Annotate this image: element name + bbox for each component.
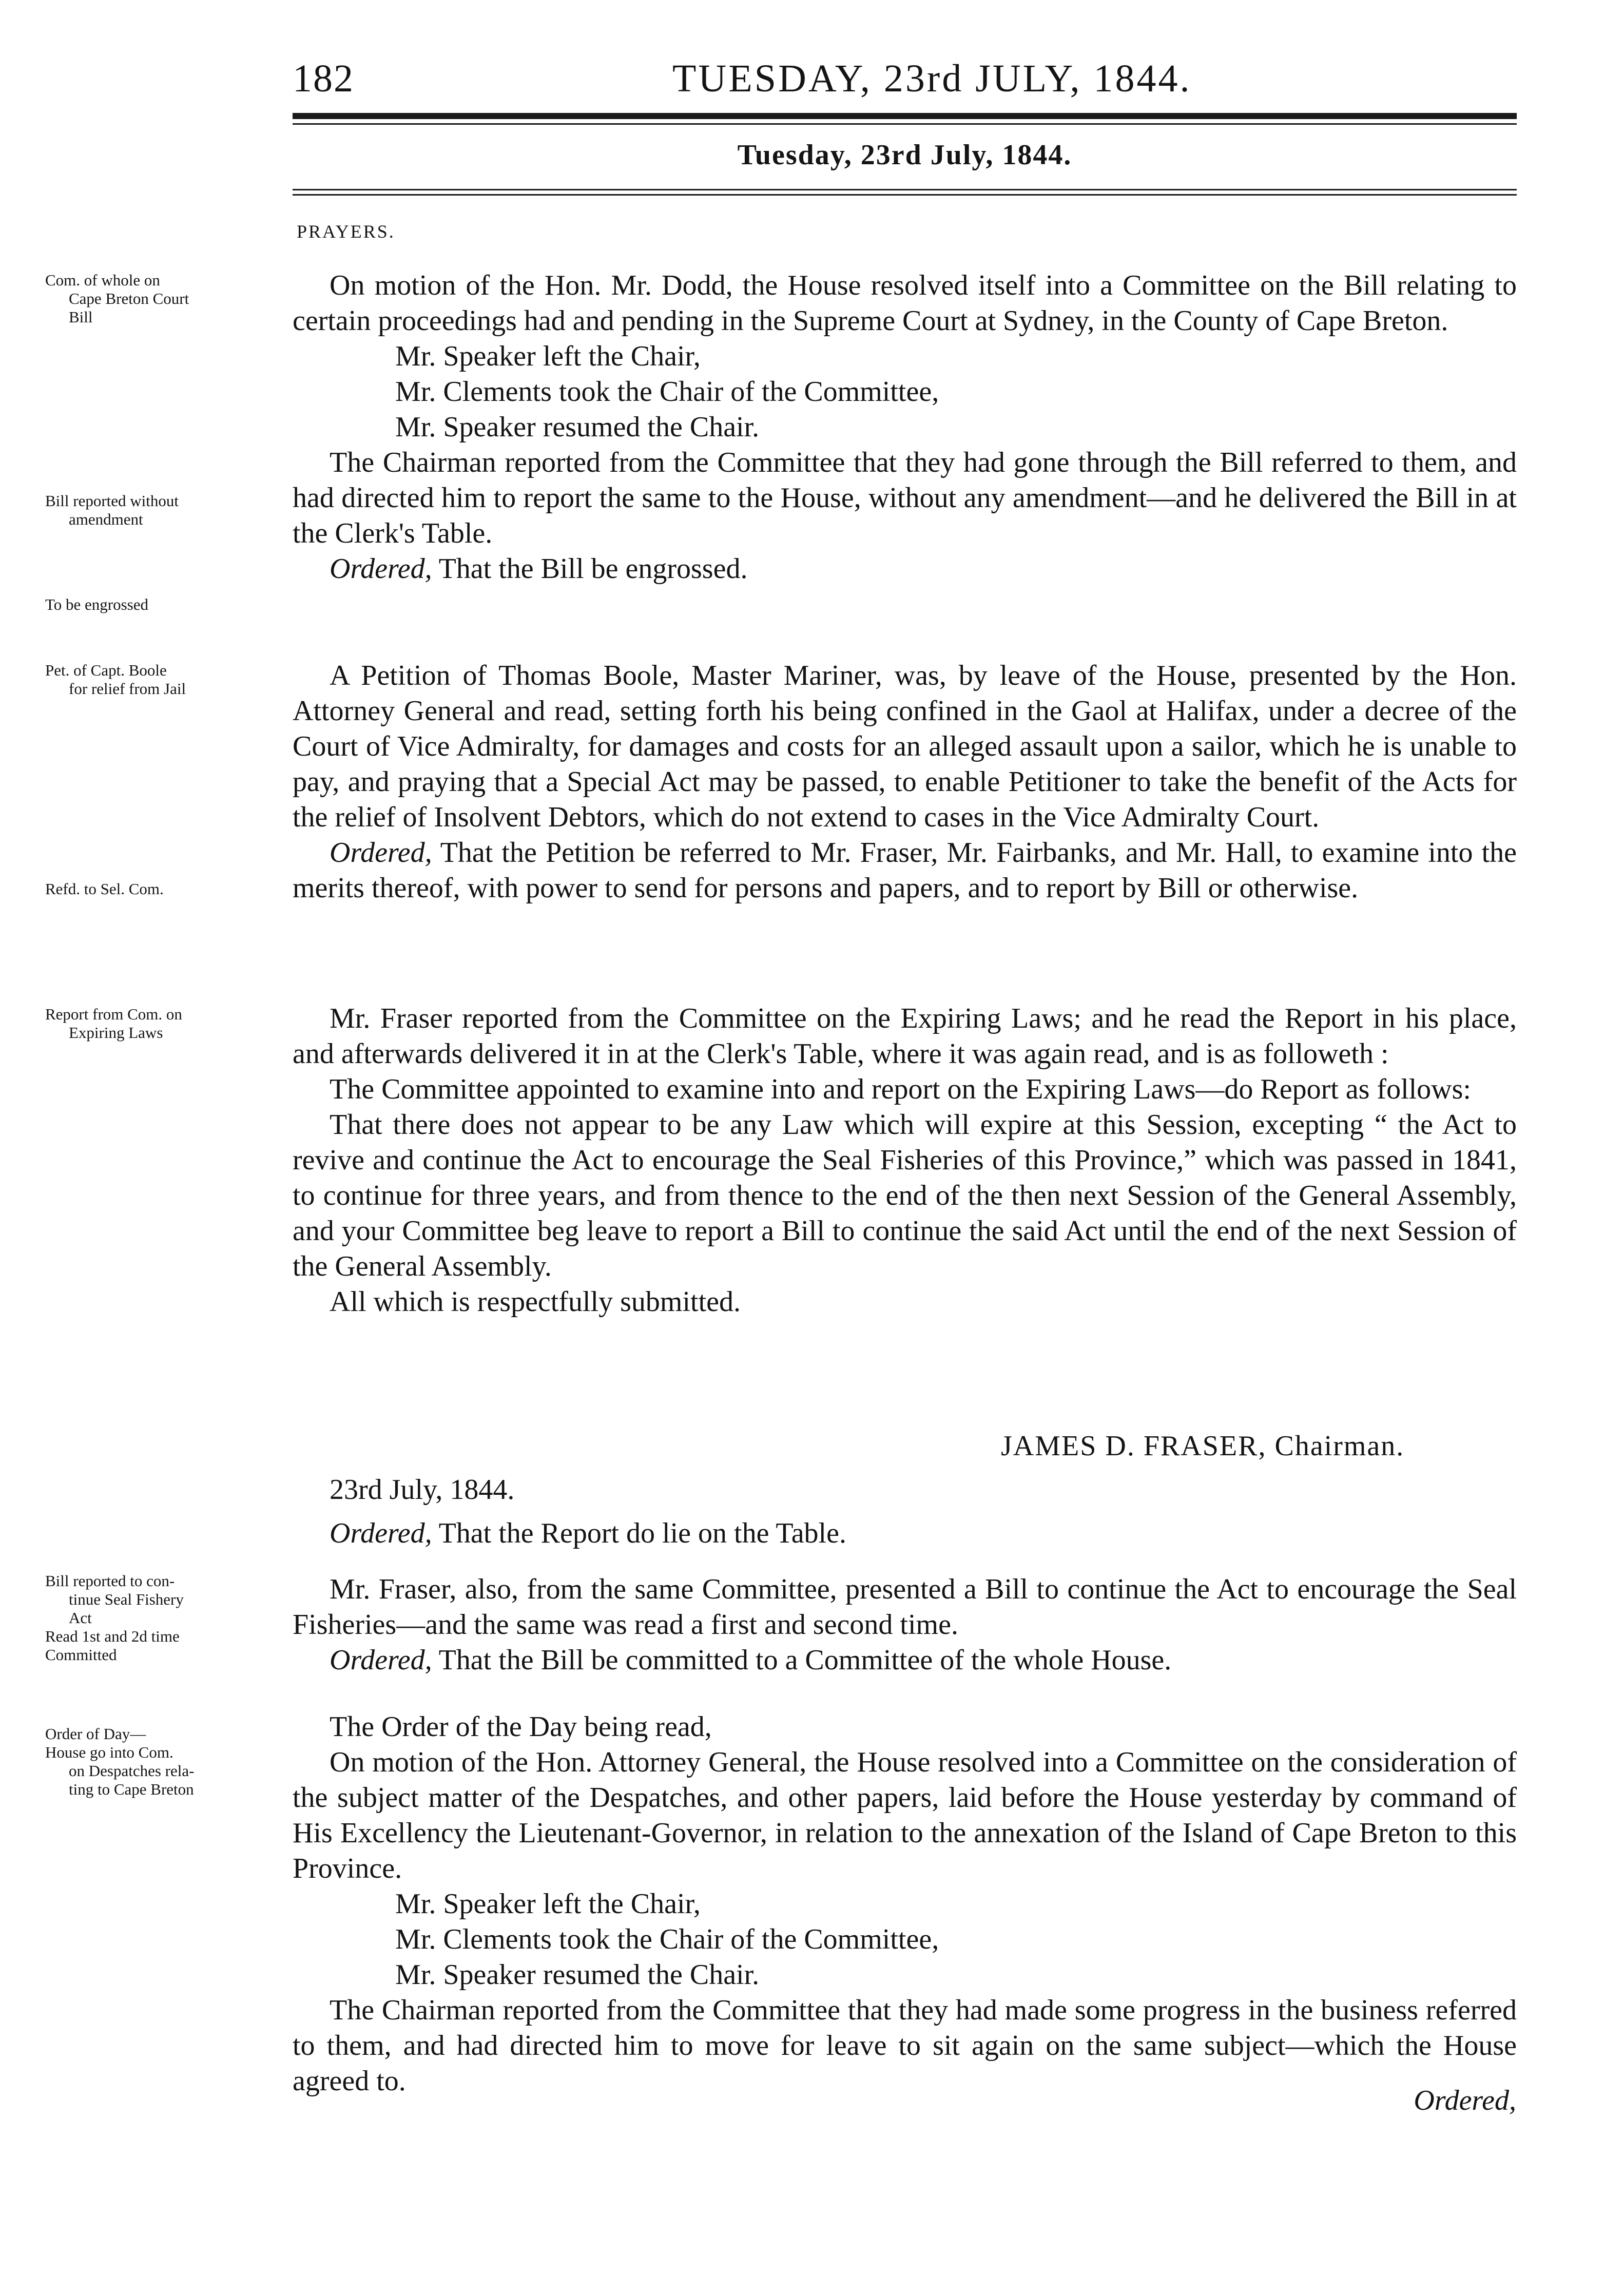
thin-rule <box>293 123 1517 125</box>
speaker-resumed-line: Mr. Speaker resumed the Chair. <box>395 1959 760 1991</box>
margin-note-line: To be engrossed <box>45 595 149 613</box>
margin-note-petition <box>45 661 281 698</box>
double-rule-top <box>293 189 1517 190</box>
ordered-paragraph <box>293 551 1517 587</box>
margin-note-line: Bill <box>69 308 93 326</box>
margin-note-line: ting to Cape Breton <box>69 1780 194 1798</box>
bill-paragraph: Mr. Fraser, also, from the same Committee, presented a Bill to continue the Act to encourage the Seal Fisheries—and the same was read a first and second time. <box>293 1573 1517 1641</box>
ordered-report-lie-on-table <box>330 1517 846 1550</box>
clements-took-chair-line: Mr. Clements took the Chair of the Committee, <box>395 376 939 408</box>
section-seal-fishery-bill <box>293 1572 1517 1678</box>
report-intro-paragraph: Mr. Fraser reported from the Committee on the Expiring Laws; and he read the Report in his place, and afterwards delivered it in at the Clerk's Table, where it was again read, and is as followeth : <box>293 1003 1517 1070</box>
margin-note-line: Bill reported to con- <box>45 1572 175 1590</box>
margin-note-line: Order of Day— <box>45 1725 146 1743</box>
margin-note-referred <box>45 880 281 898</box>
ordered-text: That the Report do lie on the Table. <box>432 1517 846 1549</box>
section-boole-petition <box>293 658 1517 906</box>
heavy-rule <box>293 113 1517 119</box>
ordered-paragraph <box>293 1643 1517 1678</box>
petition-paragraph: A Petition of Thomas Boole, Master Mariner, was, by leave of the House, presented by the Hon. Attorney General and read, setting forth his being confined in the Gaol at Halifax, under a decree of the Court of Vice Admiralty, for damages and costs for an alleged assault upon a sailor, which he is unable to pay, and praying that a Special Act may be passed, to enable Petitioner to take the benefit of the Acts for the relief of Insolvent Debtors, which do not extend to cases in the Vice Admiralty Court. <box>293 660 1517 833</box>
chairman-report-paragraph: The Chairman reported from the Committee that they had made some progress in the business referred to them, and had directed him to move for leave to sit again on the same subject—which the House agreed to. <box>293 1994 1517 2097</box>
margin-note-line: for relief from Jail <box>69 680 186 698</box>
margin-note-line: amendment <box>69 510 143 528</box>
section-expiring-laws-report <box>293 1001 1517 1320</box>
margin-note-line: Expiring Laws <box>69 1024 163 1042</box>
margin-note-line: Com. of whole on <box>45 271 160 289</box>
ordered-word: Ordered, <box>330 1517 432 1549</box>
ordered-paragraph <box>293 835 1517 906</box>
margin-note-order-of-day <box>45 1725 281 1799</box>
margin-note-engrossed <box>45 595 281 614</box>
running-head <box>293 56 1524 103</box>
margin-note-bill-reported <box>45 492 281 529</box>
margin-note-line: Read 1st and 2d time <box>45 1627 180 1645</box>
margin-note-seal-fishery <box>45 1572 281 1664</box>
margin-note-line: on Despatches rela- <box>69 1762 195 1780</box>
chairman-signature: JAMES D. FRASER, Chairman. <box>1001 1430 1405 1462</box>
section-cape-breton-court-bill <box>293 268 1517 587</box>
margin-note-line: Refd. to Sel. Com. <box>45 880 164 898</box>
order-of-day-line: The Order of the Day being read, <box>330 1711 712 1743</box>
margin-note-line: tinue Seal Fishery <box>69 1590 184 1608</box>
ordered-text: That the Petition be referred to Mr. Fraser, Mr. Fairbanks, and Mr. Hall, to examine into the merits thereof, with power to send for persons and papers, and to report by Bill or otherwise. <box>293 837 1517 904</box>
ordered-word: Ordered, <box>330 837 432 869</box>
motion-paragraph: On motion of the Hon. Attorney General, the House resolved into a Committee on the consideration of the subject matter of the Despatches, and other papers, laid before the House yesterday by command of His Excellency the Lieutenant-Governor, in relation to the annexation of the Island of Cape Breton to this Province. <box>293 1746 1517 1884</box>
margin-note-line: Cape Breton Court <box>69 290 189 307</box>
double-rule-bottom <box>293 194 1517 196</box>
page-number: 182 <box>293 57 354 100</box>
margin-note-line: Committed <box>45 1646 117 1664</box>
margin-note-line: House go into Com. <box>45 1743 173 1761</box>
submitted-line: All which is respectfully submitted. <box>330 1286 741 1318</box>
speaker-left-line: Mr. Speaker left the Chair, <box>395 340 701 372</box>
section-despatches-committee <box>293 1709 1517 2099</box>
ordered-word: Ordered, <box>330 553 432 585</box>
date-heading: Tuesday, 23rd July, 1844. <box>737 139 1072 171</box>
ordered-text: That the Bill be committed to a Committee of the whole House. <box>432 1644 1172 1676</box>
speaker-resumed-line: Mr. Speaker resumed the Chair. <box>395 411 760 443</box>
report-open-paragraph: The Committee appointed to examine into and report on the Expiring Laws—do Report as follows: <box>330 1073 1471 1105</box>
running-title: TUESDAY, 23rd JULY, 1844. <box>672 57 1192 100</box>
report-body-paragraph: That there does not appear to be any Law which will expire at this Session, excepting “ the Act to revive and continue the Act to encourage the Seal Fisheries of this Province,” which was passed in 1841, to continue for three years, and from thence to the end of the then next Session of the General Assembly, and your Committee beg leave to report a Bill to continue the said Act until the end of the next Session of the General Assembly. <box>293 1109 1517 1282</box>
report-date: 23rd July, 1844. <box>330 1474 515 1506</box>
chairman-report-paragraph: The Chairman reported from the Committee that they had gone through the Bill referred to them, and had directed him to report the same to the House, without any amendment—and he delivered the Bill in at the Clerk's Table. <box>293 447 1517 549</box>
speaker-left-line: Mr. Speaker left the Chair, <box>395 1888 701 1920</box>
prayers-heading: PRAYERS. <box>297 221 395 242</box>
margin-note-line: Act <box>69 1609 92 1627</box>
margin-note-line: Pet. of Capt. Boole <box>45 661 167 679</box>
margin-note-committee-whole <box>45 271 281 326</box>
ordered-word: Ordered, <box>330 1644 432 1676</box>
margin-note-line: Report from Com. on <box>45 1005 182 1023</box>
ordered-text: That the Bill be engrossed. <box>432 553 748 585</box>
motion-paragraph: On motion of the Hon. Mr. Dodd, the House resolved itself into a Committee on the Bill relating to certain proceedings had and pending in the Supreme Court at Sydney, in the County of Cape Breton. <box>293 269 1517 337</box>
catchword: Ordered, <box>1414 2085 1516 2116</box>
margin-note-line: Bill reported without <box>45 492 179 510</box>
clements-took-chair-line: Mr. Clements took the Chair of the Committee, <box>395 1923 939 1955</box>
margin-note-report-expiring <box>45 1005 281 1042</box>
